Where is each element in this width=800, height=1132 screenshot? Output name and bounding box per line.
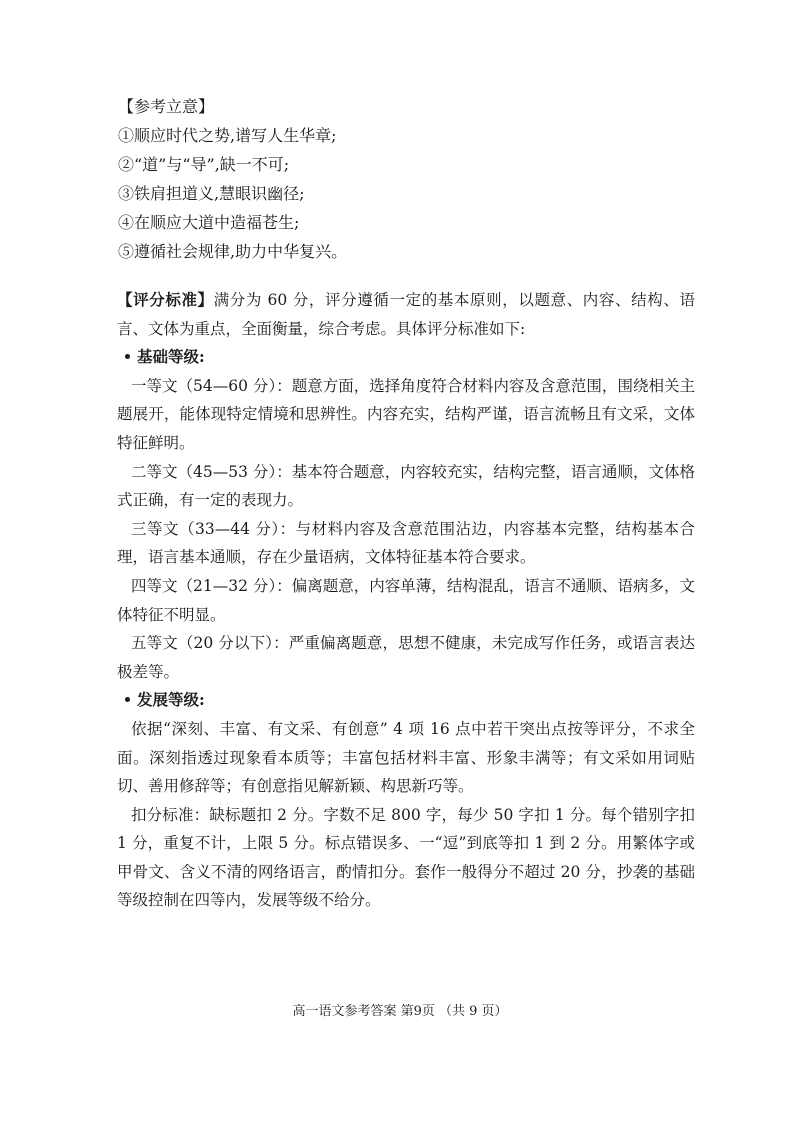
basic-level-title: 基础等级: xyxy=(137,347,205,367)
reference-item: ④在顺应大道中造福苍生; xyxy=(118,213,300,232)
reference-heading: 【参考立意】 xyxy=(118,97,215,116)
bullet-icon xyxy=(125,354,130,359)
page-footer: 高一语文参考答案 第9页 （共 9 页） xyxy=(292,1004,508,1019)
bullet-icon xyxy=(125,697,130,702)
development-level-title: 发展等级: xyxy=(137,690,205,710)
grade-paragraph: 二等文（45—53 分）：基本符合题意，内容较充实，结构完整，语言通顺，文体格式正确，有一定的表现力。 xyxy=(117,462,695,510)
basic-level-heading xyxy=(117,343,695,372)
scoring-heading: 【评分标准】 xyxy=(117,290,214,309)
grade-paragraph: 三等文（33—44 分）：与材料内容及含意范围沾边，内容基本完整，结构基本合理，语言基本通顺，存在少量语病，文体特征基本符合要求。 xyxy=(117,519,695,567)
grade-paragraph: 一等文（54—60 分）：题意方面，选择角度符合材料内容及含意范围，围绕相关主题展开，能体现特定情境和思辨性。内容充实，结构严谨，语言流畅且有文采，文体特征鲜明。 xyxy=(117,376,695,452)
grade-paragraph: 五等文（20 分以下）：严重偏离题意，思想不健康，未完成写作任务，或语言表达极差等。 xyxy=(117,634,695,681)
scoring-intro: 满分为 60 分，评分遵循一定的基本原则，以题意、内容、结构、语言、文体为重点，全面衡量，综合考虑。具体评分标准如下: xyxy=(117,291,695,338)
scoring-section xyxy=(117,286,695,915)
deduction-paragraph: 扣分标准：缺标题扣 2 分。字数不足 800 字，每少 50 字扣 1 分。每个错别字扣 1 分，重复不计，上限 5 分。标点错误多、一“逗”到底等扣 1 到 2 分。用繁体字或甲骨文、含义不清的网络语言，酌情扣分。套作一般得分不超过 20 分，抄袭的基础等级控制在四等内，发展等级不给分。 xyxy=(117,805,695,910)
development-level-heading xyxy=(117,686,695,715)
reference-item: ③铁肩担道义,慧眼识幽径; xyxy=(118,184,305,203)
reference-item: ②“道”与“导”,缺一不可; xyxy=(118,155,290,174)
grade-paragraph: 四等文（21—32 分）：偏离题意，内容单薄，结构混乱，语言不通顺、语病多，文体特征不明显。 xyxy=(117,576,695,624)
scoring-intro-paragraph xyxy=(117,286,695,343)
reference-item: ⑤遵循社会规律,助力中华复兴。 xyxy=(118,242,348,261)
development-paragraph: 依据“深刻、丰富、有文采、有创意” 4 项 16 点中若干突出点按等评分，不求全面。深刻指透过现象看本质等；丰富包括材料丰富、形象丰满等；有文采如用词贴切、善用修辞等；有创意指见解新颖、构思新巧等。 xyxy=(117,719,695,796)
reference-item: ①顺应时代之势,谱写人生华章; xyxy=(118,126,337,145)
reference-section xyxy=(118,92,678,266)
